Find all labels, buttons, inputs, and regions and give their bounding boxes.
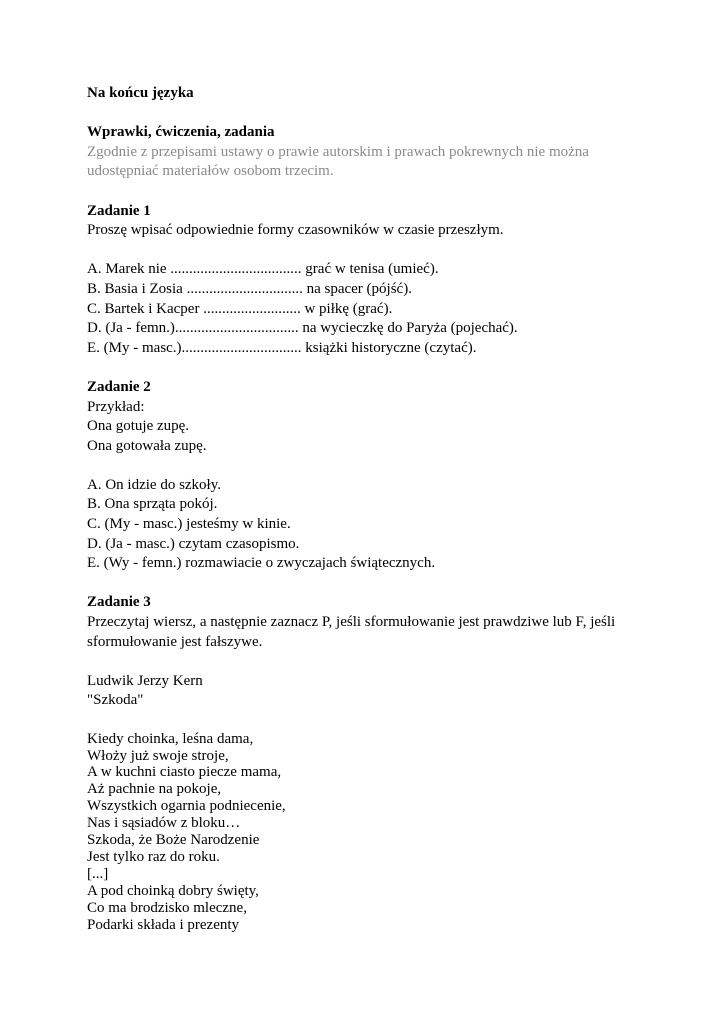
- poem-line: A w kuchni ciasto piecze mama,: [87, 764, 282, 781]
- task-3-instruction-line-2: sformułowanie jest fałszywe.: [87, 633, 263, 650]
- spacer: [87, 358, 647, 378]
- spacer: [87, 574, 647, 594]
- poem-line: Kiedy choinka, leśna dama,: [87, 730, 254, 747]
- task-2-example-line-2: Ona gotowała zupę.: [87, 437, 207, 454]
- poem-title: "Szkoda": [87, 692, 144, 709]
- task-3-instruction-line-1: Przeczytaj wiersz, a następnie zaznacz P, jeśli sformułowanie jest prawdziwe lub F, jeśli: [87, 614, 616, 631]
- task-1-item-c: C. Bartek i Kacper .......................... w piłkę (grać).: [87, 300, 393, 317]
- task-3-section: [87, 593, 647, 933]
- poem-line: Nas i sąsiadów z bloku…: [87, 815, 241, 832]
- spacer: [87, 652, 647, 672]
- task-2-item-c: C. (My - masc.) jesteśmy w kinie.: [87, 516, 291, 533]
- document-subtitle: Wprawki, ćwiczenia, zadania: [87, 124, 275, 141]
- poem-ellipsis: [...]: [87, 865, 109, 882]
- task-1-item-e: E. (My - masc.)................................ książki historyczne (czytać).: [87, 339, 477, 356]
- spacer: [87, 182, 647, 202]
- task-1-heading: Zadanie 1: [87, 202, 151, 219]
- copyright-notice-line-2: udostępniać materiałów osobom trzecim.: [87, 163, 334, 180]
- poem-line: Wszystkich ogarnia podniecenie,: [87, 798, 286, 815]
- poem-line: Włoży już swoje stroje,: [87, 747, 229, 764]
- spacer: [87, 241, 647, 261]
- task-2-item-a: A. On idzie do szkoły.: [87, 476, 222, 493]
- poem-line: Podarki składa i prezenty: [87, 916, 240, 933]
- spacer: [87, 456, 647, 476]
- document-body: [87, 84, 647, 933]
- poem-line: Aż pachnie na pokoje,: [87, 781, 222, 798]
- copyright-notice-line-1: Zgodnie z przepisami ustawy o prawie autorskim i prawach pokrewnych nie można: [87, 143, 589, 160]
- task-2-example-label: Przykład:: [87, 398, 145, 415]
- poem-line: Jest tylko raz do roku.: [87, 848, 220, 865]
- spacer: [87, 711, 647, 731]
- poem-author: Ludwik Jerzy Kern: [87, 672, 203, 689]
- task-2-item-b: B. Ona sprząta pokój.: [87, 496, 218, 513]
- task-2-example-line-1: Ona gotuje zupę.: [87, 418, 190, 435]
- spacer: [87, 104, 647, 124]
- task-2-heading: Zadanie 2: [87, 378, 151, 395]
- task-1-item-d: D. (Ja - femn.)................................. na wycieczkę do Paryża (pojechać).: [87, 320, 518, 337]
- poem-line: Co ma brodzisko mleczne,: [87, 899, 247, 916]
- task-3-heading: Zadanie 3: [87, 594, 151, 611]
- poem-body: [87, 731, 647, 934]
- task-2-item-d: D. (Ja - masc.) czytam czasopismo.: [87, 535, 300, 552]
- task-1-item-a: A. Marek nie ................................... grać w tenisa (umieć).: [87, 261, 439, 278]
- task-1-item-b: B. Basia i Zosia ............................... na spacer (pójść).: [87, 280, 412, 297]
- poem-line: Szkoda, że Boże Narodzenie: [87, 832, 260, 849]
- task-1-instruction: Proszę wpisać odpowiednie formy czasowników w czasie przeszłym.: [87, 222, 504, 239]
- task-2-section: [87, 378, 647, 574]
- task-2-item-e: E. (Wy - femn.) rozmawiacie o zwyczajach świątecznych.: [87, 555, 436, 572]
- poem-line: A pod choinką dobry święty,: [87, 882, 259, 899]
- task-1-section: [87, 202, 647, 359]
- document-title: Na końcu języka: [87, 85, 194, 101]
